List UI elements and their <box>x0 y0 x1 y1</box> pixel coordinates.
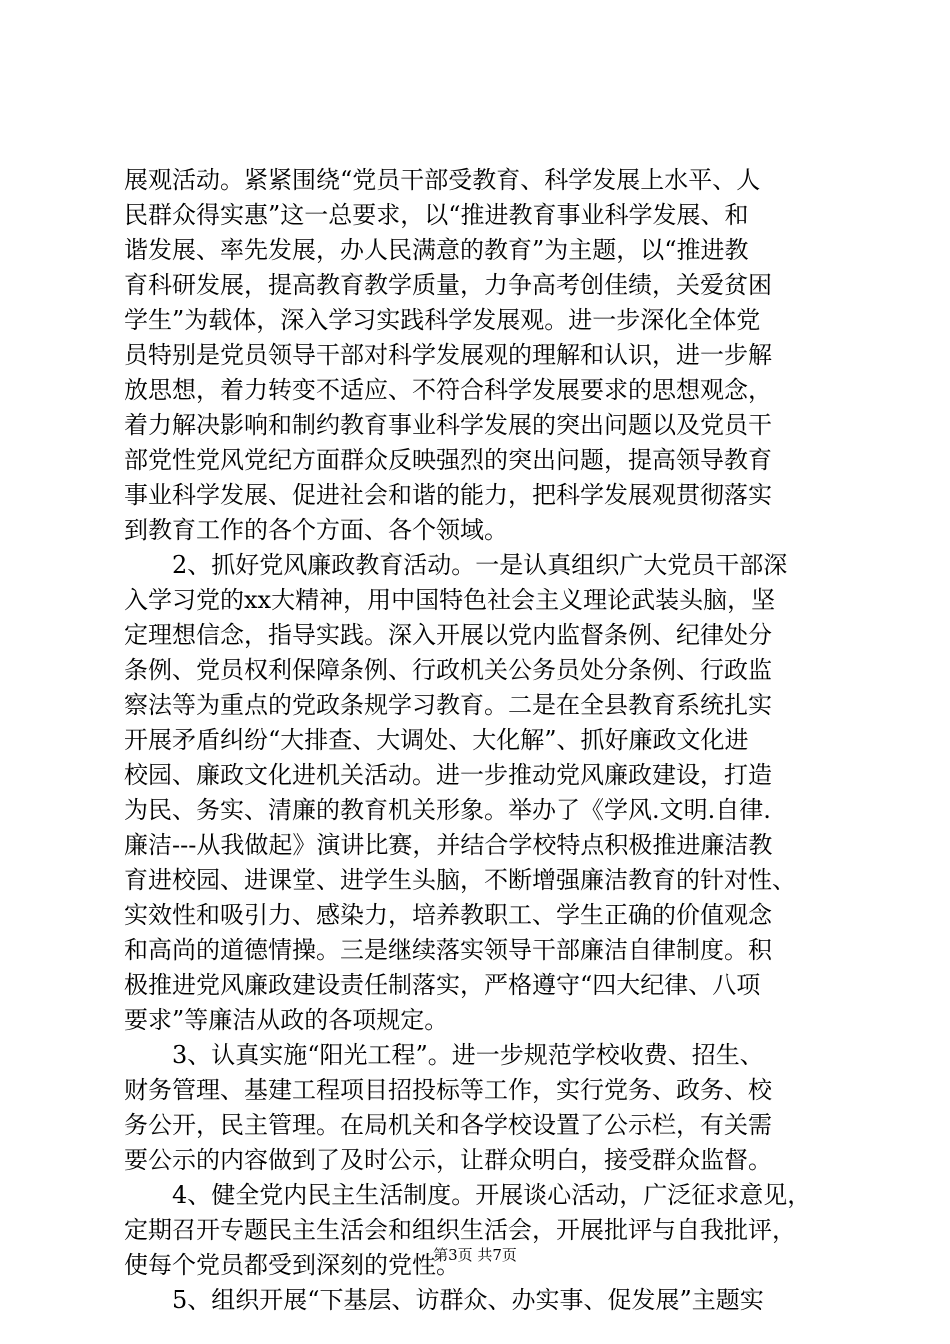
text-line: 谐发展、率先发展，办人民满意的教育”为主题，以“推进教 <box>124 236 749 264</box>
text-line: 部党性党风党纪方面群众反映强烈的突出问题，提高领导教育 <box>124 446 772 474</box>
page-footer: 第3页 共7页 <box>433 1246 517 1264</box>
text-line: 和高尚的道德情操。三是继续落实领导干部廉洁自律制度。积 <box>124 936 772 964</box>
text-line: 开展矛盾纠纷“大排查、大调处、大化解”、抓好廉政文化进 <box>124 726 749 754</box>
text-line: 使每个党员都受到深刻的党性。 <box>124 1251 460 1279</box>
text-line: 育科研发展，提高教育教学质量，力争高考创佳绩，关爱贫困 <box>124 271 772 299</box>
text-line: 放思想，着力转变不适应、不符合科学发展要求的思想观念， <box>124 376 772 404</box>
text-line: 廉洁---从我做起》演讲比赛，并结合学校特点积极推进廉洁教 <box>124 831 773 859</box>
text-line: 实效性和吸引力、感染力，培养教职工、学生正确的价值观念 <box>124 901 772 929</box>
text-line: 财务管理、基建工程项目招投标等工作，实行党务、政务、校 <box>124 1076 772 1104</box>
text-line: 定理想信念，指导实践。深入开展以党内监督条例、纪律处分 <box>124 621 772 649</box>
text-line: 育进校园、进课堂、进学生头脑，不断增强廉洁教育的针对性、 <box>124 866 796 894</box>
text-line: 入学习党的xx大精神，用中国特色社会主义理论武装头脑，坚 <box>124 586 776 614</box>
text-line: 事业科学发展、促进社会和谐的能力，把科学发展观贯彻落实 <box>124 481 772 509</box>
text-line: 员特别是党员领导干部对科学发展观的理解和认识，进一步解 <box>124 341 772 369</box>
text-line: 展观活动。紧紧围绕“党员干部受教育、科学发展上水平、人 <box>124 166 761 194</box>
text-line: 务公开，民主管理。在局机关和各学校设置了公示栏，有关需 <box>124 1111 772 1139</box>
text-line: 要求”等廉洁从政的各项规定。 <box>124 1006 449 1034</box>
text-line: 到教育工作的各个方面、各个领域。 <box>124 516 508 544</box>
text-line: 察法等为重点的党政条规学习教育。二是在全县教育系统扎实 <box>124 691 772 719</box>
text-line: 5、组织开展“下基层、访群众、办实事、促发展”主题实 <box>172 1286 764 1314</box>
text-line: 条例、党员权利保障条例、行政机关公务员处分条例、行政监 <box>124 656 772 684</box>
text-line: 为民、务实、清廉的教育机关形象。举办了《学风.文明.自律. <box>124 796 771 824</box>
text-line: 定期召开专题民主生活会和组织生活会，开展批评与自我批评， <box>124 1216 796 1244</box>
text-line: 3、认真实施“阳光工程”。进一步规范学校收费、招生、 <box>172 1041 764 1069</box>
text-line: 学生”为载体，深入学习实践科学发展观。进一步深化全体党 <box>124 306 761 334</box>
text-line: 校园、廉政文化进机关活动。进一步推动党风廉政建设，打造 <box>124 761 772 789</box>
text-line: 4、健全党内民主生活制度。开展谈心活动，广泛征求意见， <box>172 1181 812 1209</box>
document-body <box>124 163 844 1318</box>
text-line: 要公示的内容做到了及时公示，让群众明白，接受群众监督。 <box>124 1146 772 1174</box>
text-line: 2、抓好党风廉政教育活动。一是认真组织广大党员干部深 <box>172 551 788 579</box>
text-line: 极推进党风廉政建设责任制落实，严格遵守“四大纪律、八项 <box>124 971 761 999</box>
text-line: 民群众得实惠”这一总要求，以“推进教育事业科学发展、和 <box>124 201 749 229</box>
text-line: 着力解决影响和制约教育事业科学发展的突出问题以及党员干 <box>124 411 772 439</box>
